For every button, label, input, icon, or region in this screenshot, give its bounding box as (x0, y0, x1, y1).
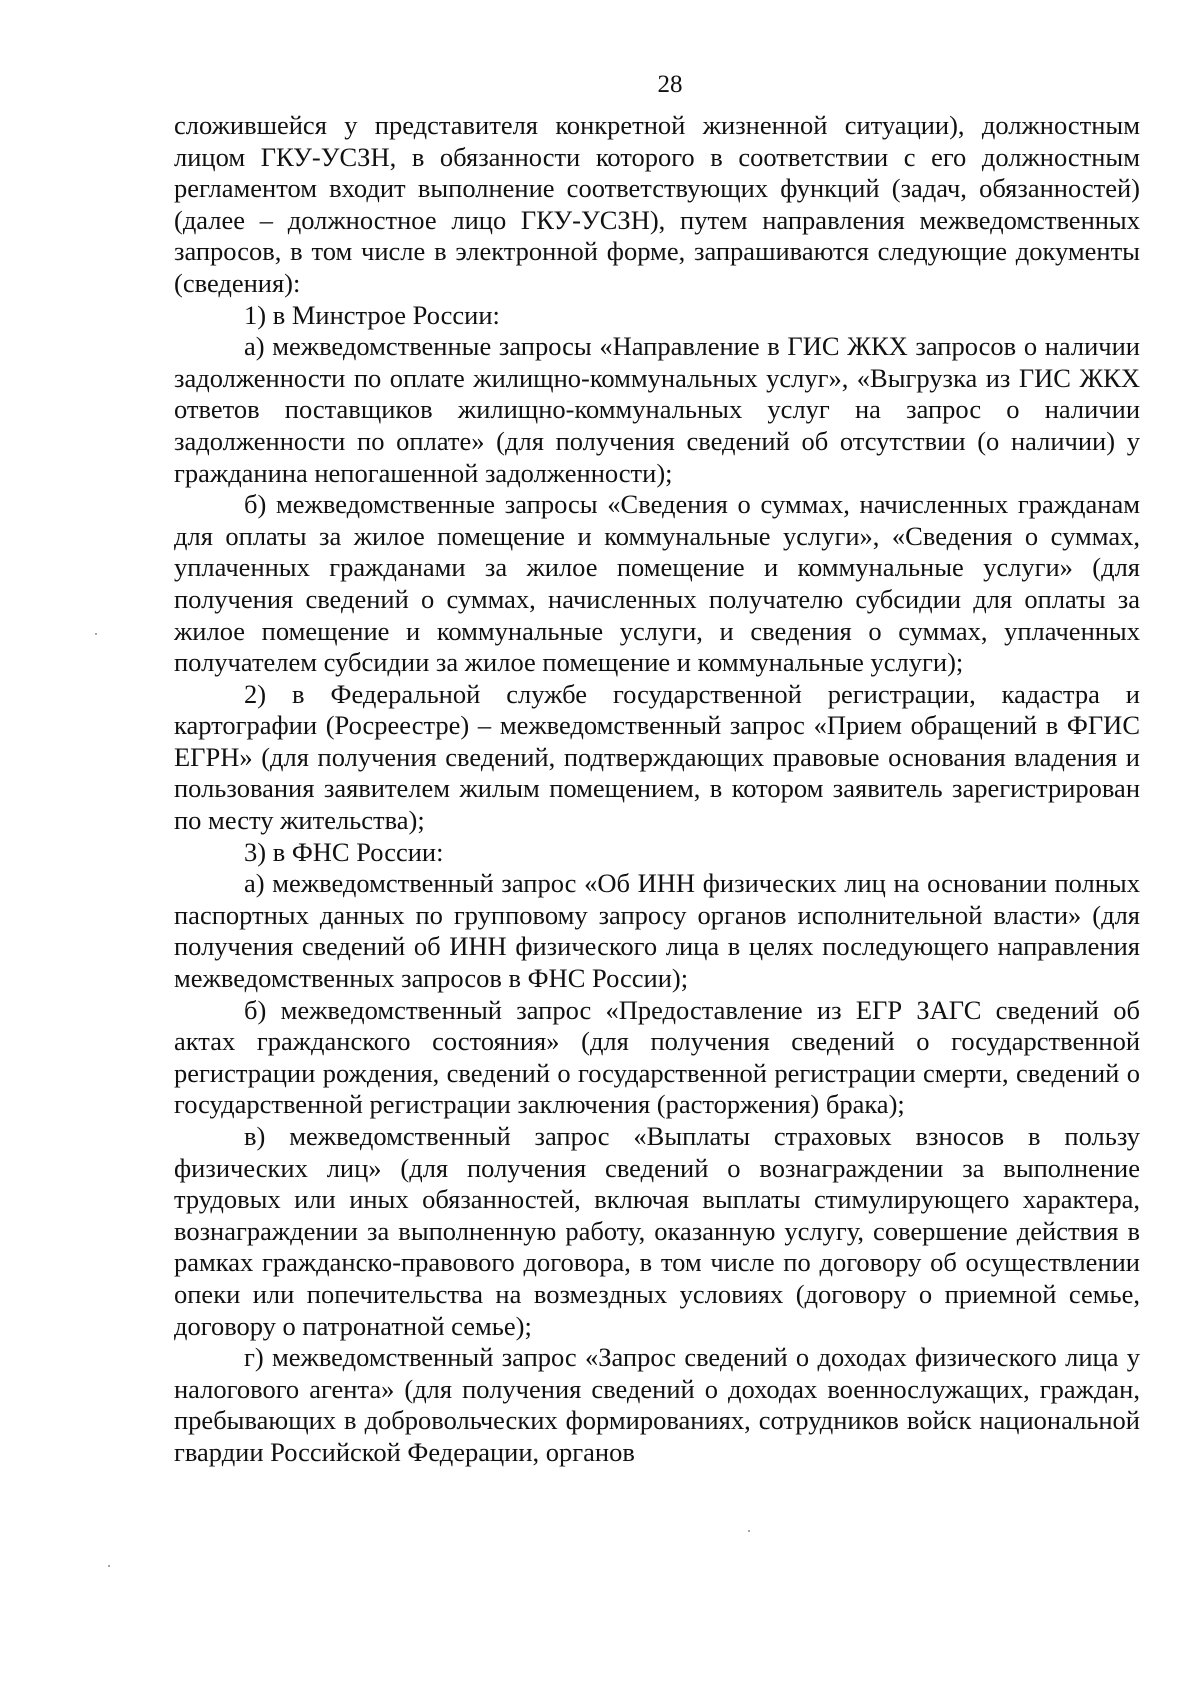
paragraph-item-3g: г) межведомственный запрос «Запрос сведений о доходах физического лица у налогового агента» (для получения сведений о доходах военнослужащих, граждан, пребывающих в добровольческих формированиях, сотрудников войск национальной гвардии Российской Федерации, органов (174, 1342, 1140, 1467)
paragraph-item-3b: б) межведомственный запрос «Предоставление из ЕГР ЗАГС сведений об актах гражданского состояния» (для получения сведений о государственной регистрации рождения, сведений о государственной регистрации смерти, сведений о государственной регистрации заключения (расторжения) брака); (174, 994, 1140, 1120)
paragraph-item-1a: а) межведомственные запросы «Направление в ГИС ЖКХ запросов о наличии задолженности по оплате жилищно-коммунальных услуг», «Выгрузка из ГИС ЖКХ ответов поставщиков жилищно-коммунальных услуг на запрос о наличии задолженности по оплате» (для получения сведений об отсутствии (о наличии) у гражданина непогашенной задолженности); (174, 331, 1140, 488)
page-number: 28 (657, 71, 683, 98)
paragraph-item-1b: б) межведомственные запросы «Сведения о суммах, начисленных гражданам для оплаты за жилое помещение и коммунальные услуги», «Сведения о суммах, уплаченных гражданами за жилое помещение и коммунальные услуги» (для получения сведений о суммах, начисленных получателю субсидии для оплаты за жилое помещение и коммунальные услуги, и сведения о суммах, уплаченных получателем субсидии за жилое помещение и коммунальные услуги); (174, 489, 1140, 678)
paragraph-item-3v: в) межведомственный запрос «Выплаты страховых взносов в пользу физических лиц» (для получения сведений о вознаграждении за выполнение трудовых или иных обязанностей, включая выплаты стимулирующего характера, вознаграждении за выполненную работу, оказанную услугу, совершение действия в рамках гражданско-правового договора, в том числе по договору об осуществлении опеки или попечительства на возмездных условиях (договору о приемной семье, договору о патронатной семье); (174, 1121, 1140, 1341)
body-text (174, 110, 1140, 1469)
paragraph-item-2: 2) в Федеральной службе государственной регистрации, кадастра и картографии (Росреестре) – межведомственный запрос «Прием обращений в ФГИС ЕГРН» (для получения сведений, подтверждающих правовые основания владения и пользования заявителем жилым помещением, в котором заявитель зарегистрирован по месту жительства); (174, 678, 1140, 836)
scan-speck (108, 1565, 110, 1567)
paragraph-item-1: 1) в Минстрое России: (244, 299, 500, 330)
paragraph-continuation: сложившейся у представителя конкретной жизненной ситуации), должностным лицом ГКУ-УСЗН, в обязанности которого в соответствии с его должностным регламентом входит выполнение соответствующих функций (задач, обязанностей) (далее – должностное лицо ГКУ-УСЗН), путем направления межведомственных запросов, в том числе в электронной форме, запрашиваются следующие документы (сведения): (174, 110, 1140, 298)
paragraph-item-3: 3) в ФНС России: (244, 836, 444, 867)
scan-speck (95, 633, 97, 635)
paragraph-item-3a: а) межведомственный запрос «Об ИНН физических лиц на основании полных паспортных данных по групповому запросу органов исполнительной власти» (для получения сведений об ИНН физического лица в целях последующего направления межведомственных запросов в ФНС России); (174, 868, 1140, 994)
scan-speck (748, 1530, 750, 1532)
